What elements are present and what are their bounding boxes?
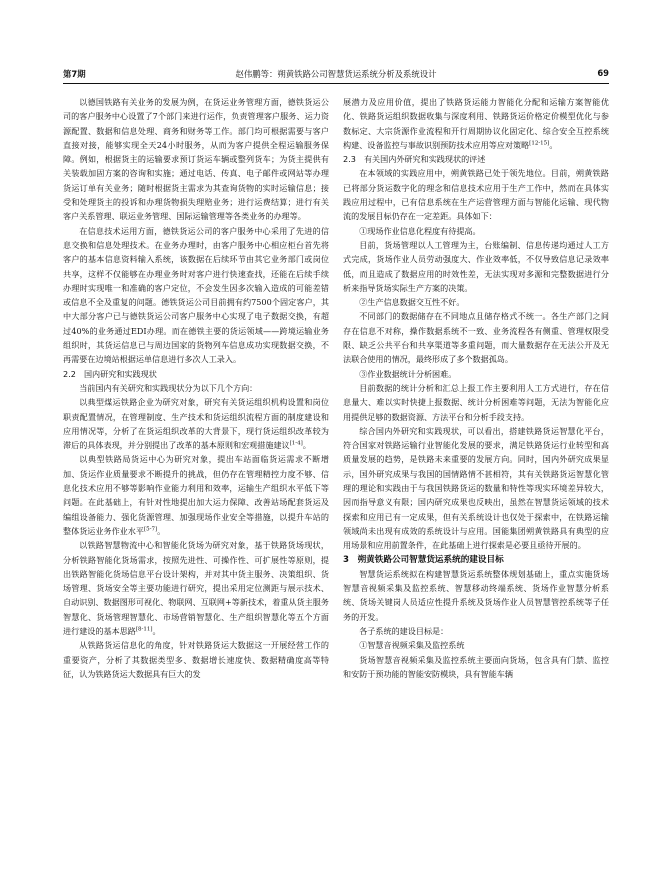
paragraph-continued: [343, 95, 609, 152]
paragraph: 在本领域的实践应用中，朔黄铁路已处于领先地位。目前，朔黄铁路已将部分货运数字化的理念和信息技术应用于生产工作中，然而在具体实践应用过程中，已有信息系统在生产运营管理方面与智能化运输、现代物流的发展目标仍存在一定差距。具体如下：: [343, 168, 609, 222]
paragraph: 当前国内有关研究和实践现状分为以下几个方向：: [79, 382, 258, 393]
paragraph-end: 。: [157, 525, 166, 536]
list-item: ①智慧音视频采集及监控系统: [359, 640, 465, 651]
paragraph: 目前，货场管理以人工管理为主，台账编制、信息传递均通过人工方式完成，货场作业人员劳动强度大、作业效率低，不仅导致信息记录效率低，而且造成了数据应用的时效性差，无法实现对多源和完整数据进行分析来指导货场实际生产方案的决策。: [343, 239, 609, 293]
left-column: [63, 95, 329, 681]
list-item: ①现场作业信息化程度有待提高。: [359, 225, 481, 236]
paragraph: 目前数据的统计分析和汇总上报工作主要利用人工方式进行，存在信息量大、难以实时快捷上报数据、统计分析困难等问题，无法为智能化应用提供足够的数据资源、方法平台和分析手段支持。: [343, 382, 609, 422]
paragraph: [63, 395, 329, 452]
paragraph-end: 。: [152, 625, 161, 636]
citation: [5-7]: [143, 526, 158, 533]
right-column: [343, 95, 609, 681]
citation: [1-4]: [289, 440, 303, 447]
list-item: ③作业数据统计分析困难。: [359, 368, 457, 379]
paragraph: 各子系统的建设目标是：: [359, 625, 449, 636]
list-item: ②生产信息数据交互性不好。: [359, 297, 465, 308]
section-heading-3: 3 朔黄铁路公司智慧货运系统的建设目标: [343, 554, 504, 565]
running-title: 赵伟鹏等：朔黄铁路公司智慧货运系统分析及系统设计: [235, 69, 437, 79]
paragraph: 在信息技术运用方面，德铁货运公司的客户服务中心采用了先进的信息交换和信息处理技术。在业务办理时，由客户服务中心相应柜台首先将客户的基本信息资料输入系统，该数据在后续环节由其它业务部门或岗位共享，这样不仅能够在办理业务时对客户进行快速查找，还能在后续手续办理时实现唯一和准确的客户定位，不会发生因多次输入造成的可能差错或信息不全及重复的问题。德铁货运公司目前拥有约7500个固定客户，其中大部分客户已与德铁货运公司客户服务中心实现了电子数据交换，有超过40%的业务通过EDI办理。而在德铁主要的货运领域——跨境运输业务组织时，其货运信息已与周边国家的货物列车信息成功实现数据交换，不再需要在边境站根据运单信息进行多次人工录入。: [63, 225, 329, 365]
paragraph: 货场智慧音视频采集及监控系统主要面向货场，包含具有门禁、监控和安防于预功能的智能安防模块，具有智能车辆: [343, 654, 609, 679]
paragraph: [63, 538, 329, 638]
paragraph-text: 展潜力及应用价值，提出了铁路货运能力智能化分配和运输方案智能优化、铁路货运组织数据收集与深度利用、铁路货运价格定价模型优化与参数标定、大宗货源作业流程和开行周期协议化固定化、综合安全互控系统构建、设备监控与事故识别预防技术应用等应对策略: [343, 97, 609, 150]
paragraph: 综合国内外研究和实践现状，可以看出，搭建铁路货运智慧化平台，符合国家对铁路运输行业智能化发展的要求，满足铁路货运行业转型和高质量发展的趋势，是铁路未来重要的发展方向。同时，国内外研究成果显示，国外研究成果与我国的国情路情不甚相符，其有关铁路货运智慧化管理的理论和实践由于与我国铁路货运的数量和特性等现实环境差异较大，因而指导意义有限；国内研究成果也反映出，虽然在智慧货运领域的技术探索和应用已有一定成果，但有关系统设计也仅处于探索中，在铁路运输领域尚未出现有成效的系统设计与应用。国能集团朔黄铁路具有典型的应用场景和应用前置条件，在此基础上进行探索是必要且亟待开展的。: [343, 425, 609, 551]
citation: [8-11]: [135, 626, 153, 633]
paragraph-text: 以典型铁路局货运中心为研究对象，提出车站面临货运需求不断增加、货运作业质量要求不断提升的挑战，但仍存在管理精控力度不够、信息化技术应用不够等影响作业能力利用和效率，运输生产组织水平低下等问题。在此基础上，有针对性地提出加大运力保障、改善站场配套货运及编组设备能力、强化货源管理、加强现场作业安全等措施，以提升车站的整体货运业务作业水平: [63, 454, 329, 536]
paragraph: 从铁路货运信息化的角度，针对铁路货运大数据这一开展经营工作的重要资产，分析了其数据类型多、数据增长速度快、数据精确度高等特征，认为铁路货运大数据具有巨大的发: [63, 640, 329, 679]
header-rule: [63, 83, 609, 84]
paragraph-end: 。: [549, 139, 558, 150]
paragraph-end: 。: [302, 440, 311, 451]
paragraph: 不同部门的数据储存在不同地点且储存格式不统一。各生产部门之间存在信息不对称，操作数据系统不一致、业务流程各有侧重、管理权限受限、缺乏公共平台和共享渠道等多重问题，而大量数据存在无法公开及无法联合使用的情况，最终形成了多个数据孤岛。: [343, 311, 609, 365]
paragraph: 以德国铁路有关业务的发展为例，在货运业务管理方面，德铁货运公司的客户服务中心设置了7个部门来进行运作，负责管理客户服务、运力资源配置、数据和信息处理、商务和财务等工作。部门均可根据需要与客户直接对接，能够实现全天24小时服务，从而为客户提供全程运输服务保障。例如，根据货主的运输要求预订货运车辆或整列货车；为货主提供有关装载加固方案的咨询和实施；通过电话、传真、电子邮件或网站等办理货运订单有关业务；随时根据货主需求为其查询货物的实时运输信息；接受和处理货主的投诉和办理货物损失理赔业务；进行运费结算；进行有关客户关系管理、联运业务管理、国际运输管理等各类业务的办理等。: [63, 97, 329, 222]
paragraph-text: 以铁路智慧物流中心和智能化货场为研究对象，基于铁路货场现状，分析铁路智能化货场需求，按照先进性、可操作性、可扩展性等原则，提出铁路智能化货场信息平台设计架构，并对其中货主服务、决策组织、货场管理、货场安全等主要功能进行研究，提出采用定位测距与展示技术、自动识别、数据图形可视化、物联网、互联网+等新技术，着重从货主服务智慧化、货场管理智慧化、市场营销智慧化、生产组织智慧化等五个方面进行建设的基本思路: [63, 540, 329, 636]
page-number: 69: [597, 68, 609, 78]
paragraph: 智慧货运系统拟在构建智慧货运系统整体规划基础上，重点实施货场智慧音视频采集及监控系统、智慧移动终端系统、货场作业智慧分析系统、货场关键岗人员适应性提升系统及货场作业人员智慧管控系统等子任务的开发。: [343, 568, 609, 622]
citation: [12-15]: [529, 140, 550, 147]
section-heading-2-3: 2.3 有关国内外研究和实践现状的评述: [343, 154, 486, 165]
section-heading-2-2: 2.2 国内研究和实践现状: [63, 368, 157, 379]
paragraph-text: 以典型煤运铁路企业为研究对象，研究有关货运组织机构设置和岗位职责配置情况，在管理制度、生产技术和货运组织流程方面的制度建设和应用情况等，分析了在货运组织改革的大背景下，现行货运组织改革较为滞后的具体表现，并分别提出了改革的基本原则和宏观措施建议: [63, 397, 329, 451]
paragraph: [63, 452, 329, 538]
running-header: [63, 66, 609, 82]
issue-number: 第7期: [63, 69, 86, 79]
